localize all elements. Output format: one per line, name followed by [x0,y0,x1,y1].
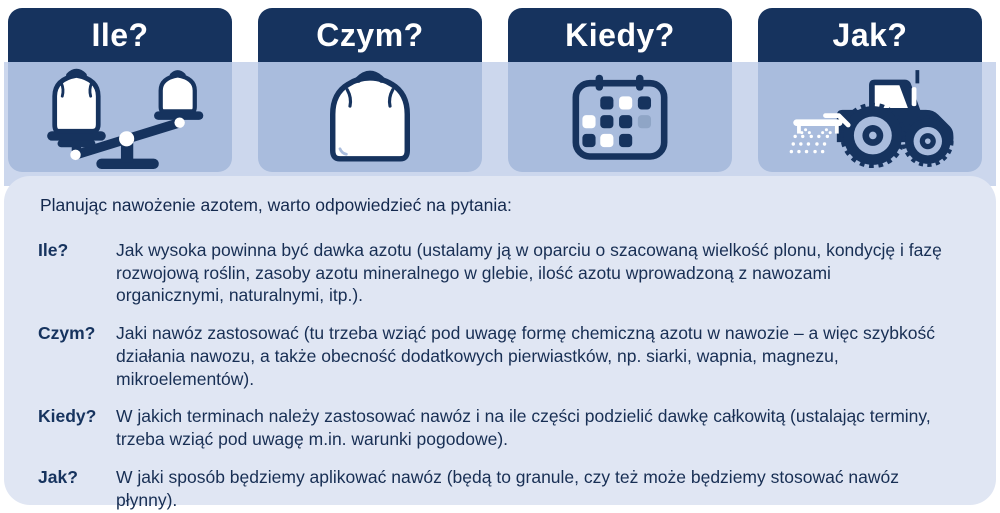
card-ile [8,8,232,172]
balance-scale-with-bags-icon [8,62,232,172]
calendar-icon [508,62,732,172]
card-kiedy [508,8,732,172]
qa-text-kiedy: W jakich terminach należy zastosować nawóz i na ile części podzielić dawkę całkowitą (ustalając terminy, trzeba wziąć pod uwagę m.in. warunki pogodowe). [116,406,931,449]
card-kiedy-title: Kiedy? [508,8,732,62]
intro-text: Planując nawożenie azotem, warto odpowiedzieć na pytania: [40,195,512,215]
qa-label-czym: Czym? [38,323,96,343]
text-panel [4,176,996,510]
qa-list [38,239,943,512]
qa-text-czym: Jaki nawóz zastosować (tu trzeba wziąć pod uwagę formę chemiczną azotu w nawozie – a więc szybkość działania nawozu, a także obecność dodatkowych pierwiastków, np. siarki, wapnia, magnezu, mikroelementów). [116,323,935,389]
card-czym [258,8,482,172]
qa-label-ile: Ile? [38,239,69,260]
card-czym-title: Czym? [258,8,482,62]
fertilizer-big-bag-icon [258,62,482,172]
tractor-spreader-icon [758,62,982,172]
card-jak [758,8,982,172]
qa-text-jak: W jaki sposób będziemy aplikować nawóz (będą to granule, czy też może będziemy stosować nawóz płynny). [116,466,900,510]
card-jak-title: Jak? [758,8,982,62]
qa-text-ile: Jak wysoka powinna być dawka azotu (ustalamy ją w oparciu o szacowaną wielkość plonu, kondycję i fazę rozwojową roślin, zasoby azotu mineralnego w glebie, ilość azotu wprowadzoną z nawozami organicznymi, naturalnymi, itp.). [116,239,942,306]
qa-label-kiedy: Kiedy? [38,406,97,427]
qa-label-jak: Jak? [38,466,78,487]
card-ile-title: Ile? [8,8,232,62]
